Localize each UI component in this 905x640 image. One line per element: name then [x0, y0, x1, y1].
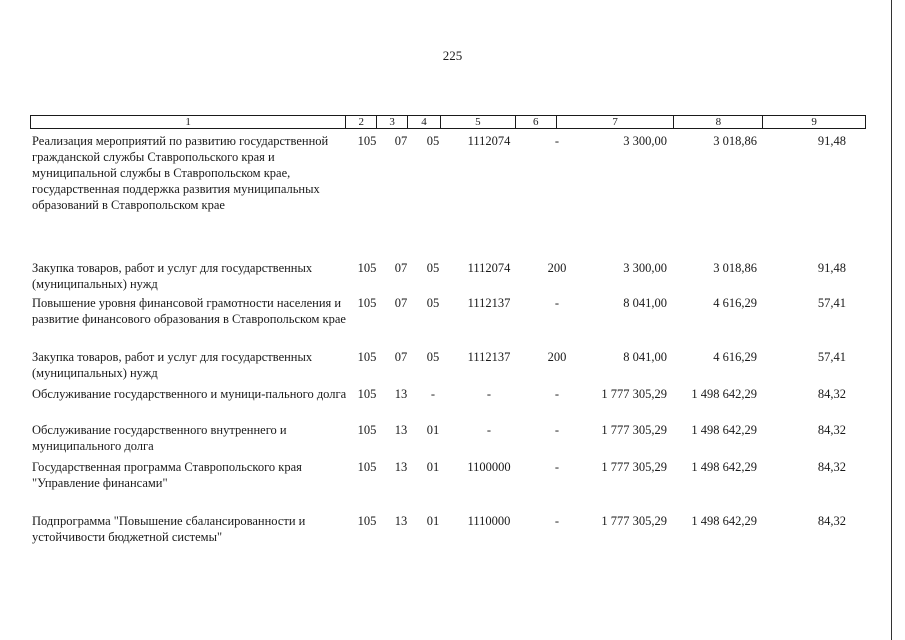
row-col-6: - — [554, 296, 560, 310]
row-col-6: - — [554, 134, 560, 148]
row-col-3: 13 — [394, 387, 408, 401]
row-name: Повышение уровня финансовой грамотности населения и развитие финансового образования в Ставропольском крае — [32, 296, 346, 326]
row-col-7: 1 777 305,29 — [601, 460, 667, 474]
row-col-4: 05 — [426, 134, 440, 148]
row-col-2: 105 — [357, 514, 377, 528]
row-col-6: 200 — [547, 261, 567, 275]
row-col-3: 07 — [394, 134, 408, 148]
row-col-7: 1 777 305,29 — [601, 423, 667, 437]
row-col-9: 84,32 — [817, 387, 846, 401]
row-col-5: 1112137 — [467, 296, 511, 310]
row-col-6: - — [554, 387, 560, 401]
row-col-6: - — [554, 514, 560, 528]
row-col-2: 105 — [357, 423, 377, 437]
row-col-2: 105 — [357, 350, 377, 364]
header-col-8: 8 — [673, 116, 762, 128]
row-col-6: - — [554, 460, 560, 474]
row-col-9: 57,41 — [817, 350, 846, 364]
header-col-5: 5 — [440, 116, 515, 128]
row-col-9: 84,32 — [817, 514, 846, 528]
row-col-4: 05 — [426, 350, 440, 364]
row-col-9: 91,48 — [817, 261, 846, 275]
row-col-7: 1 777 305,29 — [601, 514, 667, 528]
row-name: Реализация мероприятий по развитию государственной гражданской службы Ставропольского края и муниципальной службы в Ставропольском крае, государственная поддержка развития муниципальных образований в Ставропольском крае — [32, 134, 329, 212]
row-name: Обслуживание государственного и муници-пального долга — [32, 387, 347, 401]
row-col-8: 3 018,86 — [713, 134, 757, 148]
row-col-8: 1 498 642,29 — [691, 387, 757, 401]
row-col-2: 105 — [357, 387, 377, 401]
row-col-3: 07 — [394, 296, 408, 310]
header-col-3: 3 — [376, 116, 407, 128]
header-col-2: 2 — [345, 116, 376, 128]
row-col-5: 1110000 — [467, 514, 511, 528]
row-col-7: 8 041,00 — [623, 296, 667, 310]
row-name: Подпрограмма "Повышение сбалансированности и устойчивости бюджетной системы" — [32, 514, 306, 544]
row-col-2: 105 — [357, 134, 377, 148]
header-col-9: 9 — [762, 116, 865, 128]
row-col-9: 57,41 — [817, 296, 846, 310]
row-col-3: 07 — [394, 350, 408, 364]
row-col-2: 105 — [357, 296, 377, 310]
row-col-6: - — [554, 423, 560, 437]
header-col-4: 4 — [407, 116, 440, 128]
row-col-4: 05 — [426, 261, 440, 275]
row-col-9: 84,32 — [817, 460, 846, 474]
row-col-6: 200 — [547, 350, 567, 364]
row-col-3: 13 — [394, 460, 408, 474]
row-col-8: 4 616,29 — [713, 296, 757, 310]
header-col-7: 7 — [556, 116, 674, 128]
row-name: Обслуживание государственного внутреннего и муниципального долга — [32, 423, 287, 453]
header-col-1: 1 — [185, 116, 191, 128]
row-col-3: 07 — [394, 261, 408, 275]
row-col-5: 1100000 — [467, 460, 511, 474]
row-col-5: 1112074 — [467, 134, 511, 148]
row-col-8: 1 498 642,29 — [691, 460, 757, 474]
row-col-2: 105 — [357, 460, 377, 474]
row-col-8: 1 498 642,29 — [691, 423, 757, 437]
row-col-5: - — [486, 423, 492, 437]
row-col-4: 01 — [426, 460, 440, 474]
row-name: Государственная программа Ставропольского края "Управление финансами" — [32, 460, 302, 490]
row-col-5: 1112137 — [467, 350, 511, 364]
row-col-4: 05 — [426, 296, 440, 310]
row-col-7: 1 777 305,29 — [601, 387, 667, 401]
row-name: Закупка товаров, работ и услуг для государственных (муниципальных) нужд — [32, 261, 313, 291]
header-col-6: 6 — [515, 116, 556, 128]
row-col-7: 8 041,00 — [623, 350, 667, 364]
page-number: 225 — [442, 48, 463, 63]
row-col-5: - — [486, 387, 492, 401]
row-col-9: 91,48 — [817, 134, 846, 148]
row-col-8: 1 498 642,29 — [691, 514, 757, 528]
row-col-5: 1112074 — [467, 261, 511, 275]
row-col-7: 3 300,00 — [623, 134, 667, 148]
row-col-3: 13 — [394, 423, 408, 437]
row-col-9: 84,32 — [817, 423, 846, 437]
row-col-4: 01 — [426, 514, 440, 528]
row-col-8: 3 018,86 — [713, 261, 757, 275]
row-col-8: 4 616,29 — [713, 350, 757, 364]
row-name: Закупка товаров, работ и услуг для государственных (муниципальных) нужд — [32, 350, 313, 380]
scan-edge-line — [891, 0, 892, 640]
row-col-4: - — [430, 387, 436, 401]
row-col-3: 13 — [394, 514, 408, 528]
row-col-2: 105 — [357, 261, 377, 275]
row-col-7: 3 300,00 — [623, 261, 667, 275]
table-header-row — [30, 115, 866, 129]
row-col-4: 01 — [426, 423, 440, 437]
